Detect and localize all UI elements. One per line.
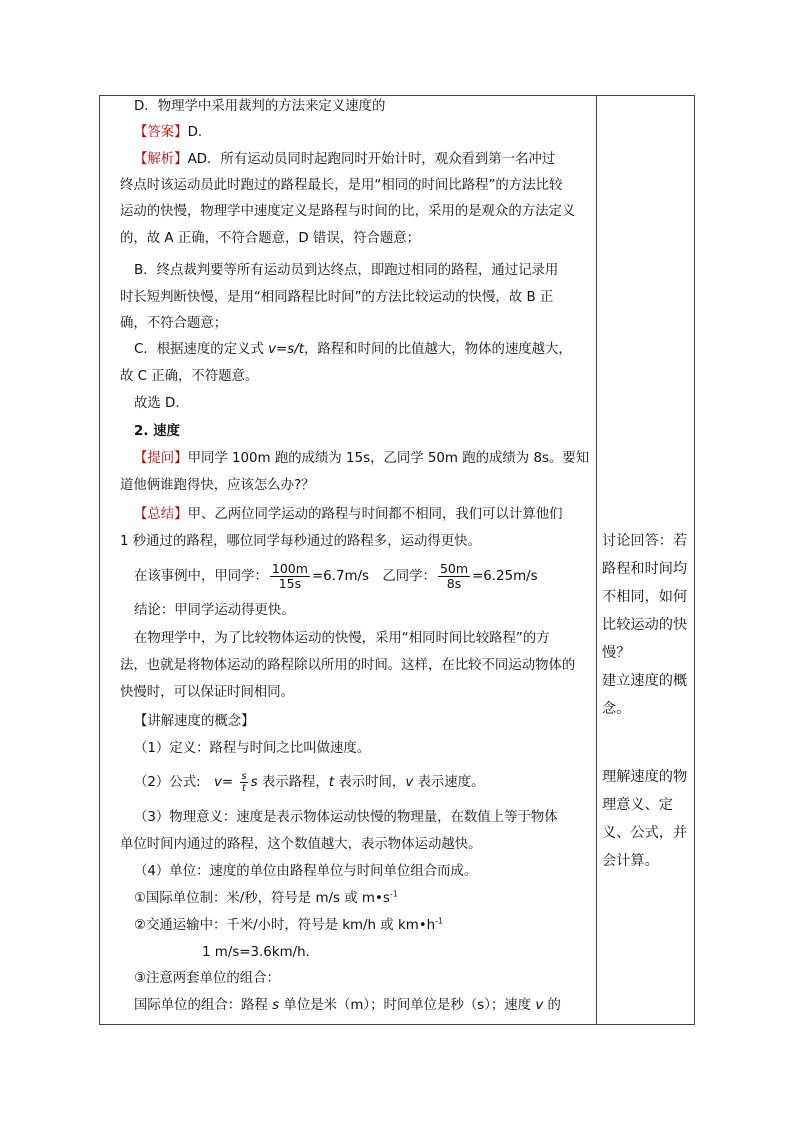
method-line-3: 快慢时，可以保证时间相同。 bbox=[120, 685, 295, 700]
analysis-line-3: 运动的快慢，物理学中速度定义是路程与时间的比，采用的是观众的方法定义 bbox=[120, 204, 576, 219]
analysis-c-line-1: C．根据速度的定义式 v=s/t，路程和时间的比值越大，物体的速度越大， bbox=[134, 342, 572, 357]
definition-line: （1）定义：路程与时间之比叫做速度。 bbox=[134, 741, 371, 756]
fraction-b: $\frac{50m}{8s}$ bbox=[439, 560, 469, 591]
choice-line: 故选 D. bbox=[134, 396, 180, 411]
summary-line-1: 【总结】甲、乙两位同学运动的路程与时间都不相同，我们可以计算他们 bbox=[134, 507, 563, 522]
analysis-line-1: 【解析】AD．所有运动员同时起跑同时开始计时，观众看到第一名冲过 bbox=[134, 152, 556, 167]
formula-line: （2）公式: v= $\frac{s}{t}$ s 表示路程，t 表示时间，v 表示速度。 bbox=[134, 770, 485, 794]
analysis-c-line-2: 故 C 正确，不符题意。 bbox=[120, 369, 259, 384]
method-line-2: 法，也就是将物体运动的路程除以所用的时间。这样，在比较不同运动物体的 bbox=[120, 658, 576, 673]
answer-line: 【答案】D. bbox=[134, 125, 203, 140]
summary-line-2: 1 秒通过的路程，哪位同学每秒通过的路程多，运动得更快。 bbox=[120, 534, 481, 549]
si-combo-line: 国际单位的组合：路程 s 单位是米（m）；时间单位是秒（s）；速度 v 的 bbox=[134, 998, 561, 1013]
question-line-1: 【提问】甲同学 100m 跑的成绩为 15s，乙同学 50m 跑的成绩为 8s。要知 bbox=[134, 451, 590, 466]
concept-heading: 【讲解速度的概念】 bbox=[134, 714, 255, 729]
example-calc: 在该事例中，甲同学： $\frac{100m}{15s}$ =6.7m/s 乙同学： $\frac{50m}{8s}$ =6.25m/s bbox=[134, 560, 538, 591]
question-line-2: 道他俩谁跑得快，应该怎么办?？ bbox=[120, 478, 315, 493]
meaning-line-2: 单位时间内通过的路程，这个数值越大，表示物体运动越快。 bbox=[120, 837, 482, 852]
analysis-b-line-3: 确，不符合题意； bbox=[120, 316, 228, 331]
side-note-understand: 理解速度的物 理意义、定 义、公式，并 会计算。 bbox=[602, 769, 688, 869]
analysis-b-line-1: B．终点裁判要等所有运动员到达终点，即跑过相同的路程，通过记录用 bbox=[134, 263, 559, 278]
unit-line: （4）单位：速度的单位由路程单位与时间单位组合而成。 bbox=[134, 864, 478, 879]
si-unit-line: ①国际单位制：米/秒，符号是 m/s 或 $m•s^{-1}$ bbox=[134, 889, 398, 906]
combo-heading: ③注意两套单位的组合： bbox=[134, 971, 280, 986]
analysis-line-4: 的，故 A 正确，不符合题意，D 错误，符合题意； bbox=[120, 231, 421, 246]
column-divider bbox=[596, 96, 597, 1024]
option-d: D．物理学中采用裁判的方法来定义速度的 bbox=[134, 99, 386, 114]
formula-fraction: $\frac{s}{t}$ bbox=[241, 770, 247, 794]
side-note-discussion: 讨论回答：若 路程和时间均 不相同，如何 比较运动的快 慢？ 建立速度的概 念。 bbox=[602, 533, 688, 717]
conversion-line: 1 m/s=3.6km/h. bbox=[202, 945, 310, 960]
transport-unit-line: ②交通运输中：千米/小时，符号是 km/h 或 $km•h^{-1}$ bbox=[134, 916, 444, 933]
method-line-1: 在物理学中，为了比较物体运动的快慢，采用“相同时间比较路程”的方 bbox=[134, 631, 550, 646]
analysis-line-2: 终点时该运动员此时跑过的路程最长，是用“相同的时间比路程”的方法比较 bbox=[120, 178, 563, 193]
lesson-table bbox=[99, 95, 695, 1025]
fraction-a: $\frac{100m}{15s}$ bbox=[271, 560, 308, 591]
meaning-line-1: （3）物理意义：速度是表示物体运动快慢的物理量，在数值上等于物体 bbox=[134, 810, 558, 825]
conclusion-line: 结论：甲同学运动得更快。 bbox=[134, 603, 295, 618]
section-heading: 2. 速度 bbox=[134, 424, 180, 439]
analysis-b-line-2: 时长短判断快慢，是用“相同路程比时间”的方法比较运动的快慢，故 B 正 bbox=[120, 290, 554, 305]
